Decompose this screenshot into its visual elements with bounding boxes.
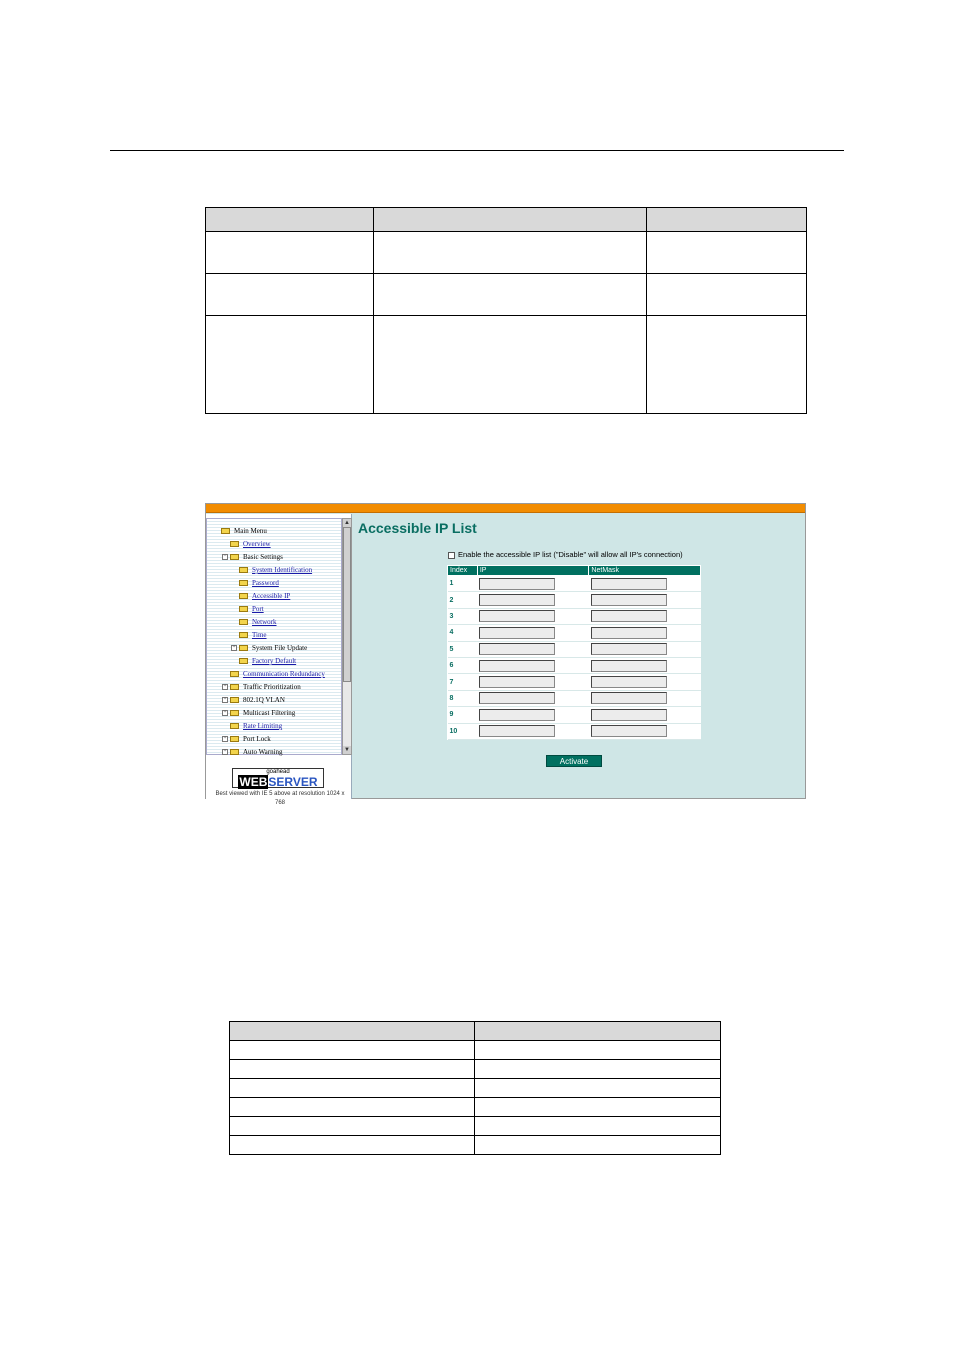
table-row — [448, 707, 701, 723]
sidebar-item-label: Port Lock — [243, 735, 271, 743]
folder-icon — [230, 541, 239, 547]
expand-toggle-icon[interactable]: + — [223, 749, 227, 755]
table-cell — [474, 1136, 721, 1155]
expand-toggle-icon[interactable]: − — [223, 554, 227, 560]
ip-input[interactable] — [479, 594, 555, 606]
ip-cell — [477, 641, 589, 657]
folder-icon — [239, 580, 248, 586]
ip-input[interactable] — [479, 676, 555, 688]
settings-table — [205, 207, 807, 414]
sidebar-item-label: System File Update — [252, 644, 308, 652]
ip-input[interactable] — [479, 610, 555, 622]
sidebar-item[interactable] — [222, 694, 285, 706]
enable-accessible-ip-checkbox[interactable] — [448, 552, 455, 559]
table-cell — [373, 232, 647, 274]
table-row — [448, 723, 701, 739]
netmask-cell — [589, 707, 701, 723]
table-cell — [373, 316, 647, 414]
ip-list-table — [447, 565, 701, 740]
summary-table — [229, 1021, 721, 1155]
netmask-cell — [589, 608, 701, 624]
netmask-cell — [589, 576, 701, 592]
folder-icon — [230, 736, 239, 742]
netmask-cell — [589, 641, 701, 657]
table-cell — [230, 1117, 475, 1136]
sidebar-item-label: Rate Limiting — [243, 722, 283, 730]
netmask-input[interactable] — [591, 709, 667, 721]
folder-icon — [230, 723, 239, 729]
sidebar-item-label: Port — [252, 605, 264, 613]
row-index: 9 — [448, 707, 478, 723]
netmask-input[interactable] — [591, 578, 667, 590]
sidebar-item[interactable] — [222, 681, 301, 693]
table-header-cell — [647, 208, 807, 232]
netmask-input[interactable] — [591, 643, 667, 655]
folder-icon — [239, 632, 248, 638]
netmask-input[interactable] — [591, 725, 667, 737]
folder-icon — [239, 645, 248, 651]
ip-input[interactable] — [479, 709, 555, 721]
sidebar-item-label: Multicast Filtering — [243, 709, 296, 717]
row-index: 3 — [448, 608, 478, 624]
activate-button[interactable]: Activate — [546, 755, 602, 767]
column-header-index: Index — [448, 566, 478, 576]
sidebar-item-label: Factory Default — [252, 657, 297, 665]
folder-icon — [230, 749, 239, 755]
table-row — [448, 641, 701, 657]
table-row — [448, 608, 701, 624]
logo-web-text: WEB — [239, 775, 268, 789]
sidebar-item-label: Accessible IP — [252, 592, 291, 600]
ip-cell — [477, 674, 589, 690]
table-cell — [647, 316, 807, 414]
sidebar-item[interactable] — [222, 733, 271, 745]
sidebar-item-label: System Identification — [252, 566, 313, 574]
folder-icon — [230, 710, 239, 716]
table-cell — [230, 1136, 475, 1155]
orange-top-bar — [206, 504, 805, 513]
table-cell — [647, 232, 807, 274]
table-cell — [474, 1079, 721, 1098]
table-cell — [206, 232, 374, 274]
sidebar-item[interactable] — [239, 577, 279, 589]
column-header-ip: IP — [477, 566, 589, 576]
enable-accessible-ip-row — [448, 550, 683, 559]
table-cell — [373, 274, 647, 316]
resolution-footnote: Best viewed with IE 5 above at resolution 1024 x 768 — [215, 791, 345, 806]
enable-accessible-ip-label: Enable the accessible IP list ("Disable" will allow all IP's connection) — [458, 550, 683, 559]
table-row — [448, 576, 701, 592]
sidebar-item[interactable] — [239, 629, 267, 641]
row-index: 1 — [448, 576, 478, 592]
expand-toggle-icon[interactable]: + — [232, 645, 236, 651]
row-index: 2 — [448, 592, 478, 608]
sidebar-item[interactable] — [222, 746, 283, 758]
ip-input[interactable] — [479, 660, 555, 672]
sidebar-item[interactable] — [222, 707, 295, 719]
netmask-input[interactable] — [591, 594, 667, 606]
netmask-input[interactable] — [591, 676, 667, 688]
table-row — [448, 592, 701, 608]
ip-cell — [477, 608, 589, 624]
table-cell — [647, 274, 807, 316]
sidebar-item-label: Password — [252, 579, 279, 587]
netmask-input[interactable] — [591, 692, 667, 704]
sidebar-item-label: Basic Settings — [243, 553, 283, 561]
ip-cell — [477, 592, 589, 608]
column-header-netmask: NetMask — [589, 566, 701, 576]
netmask-input[interactable] — [591, 627, 667, 639]
sidebar-item[interactable] — [221, 525, 267, 537]
scroll-thumb[interactable] — [343, 527, 351, 682]
ip-input[interactable] — [479, 725, 555, 737]
table-cell — [474, 1117, 721, 1136]
folder-icon — [221, 528, 230, 534]
ip-input[interactable] — [479, 627, 555, 639]
netmask-cell — [589, 657, 701, 673]
sidebar-item-label: Communication Redundancy — [243, 670, 325, 678]
table-cell — [474, 1098, 721, 1117]
sidebar-item[interactable] — [239, 564, 312, 576]
scroll-down-arrow-icon[interactable]: ▼ — [344, 747, 350, 753]
sidebar-item[interactable] — [239, 655, 296, 667]
row-index: 10 — [448, 723, 478, 739]
netmask-cell — [589, 723, 701, 739]
sidebar-scrollbar[interactable] — [342, 518, 352, 755]
ip-cell — [477, 625, 589, 641]
table-header-cell — [230, 1022, 475, 1041]
row-index: 7 — [448, 674, 478, 690]
expand-toggle-icon[interactable]: + — [223, 697, 227, 703]
sidebar-item-label: Time — [252, 631, 267, 639]
sidebar-item-label: 802.1Q VLAN — [243, 696, 285, 704]
table-row — [448, 690, 701, 706]
header-rule — [110, 150, 844, 151]
row-index: 5 — [448, 641, 478, 657]
sidebar-item[interactable] — [239, 616, 277, 628]
ip-input[interactable] — [479, 643, 555, 655]
sidebar-item[interactable] — [230, 538, 271, 550]
ip-cell — [477, 576, 589, 592]
netmask-input[interactable] — [591, 660, 667, 672]
page-title: Accessible IP List — [358, 520, 477, 536]
table-header-cell — [206, 208, 374, 232]
netmask-cell — [589, 674, 701, 690]
ip-cell — [477, 690, 589, 706]
folder-icon — [230, 554, 239, 560]
logo-server-text: SERVER — [268, 775, 318, 789]
table-row — [448, 625, 701, 641]
sidebar-item[interactable] — [222, 551, 283, 563]
table-cell — [474, 1041, 721, 1060]
table-header-cell — [474, 1022, 721, 1041]
ip-input[interactable] — [479, 692, 555, 704]
sidebar-item-label: Main Menu — [234, 527, 267, 535]
folder-icon — [230, 697, 239, 703]
row-index: 4 — [448, 625, 478, 641]
sidebar-item-label: Network — [252, 618, 277, 626]
folder-icon — [239, 658, 248, 664]
table-cell — [230, 1079, 475, 1098]
netmask-cell — [589, 592, 701, 608]
netmask-input[interactable] — [591, 610, 667, 622]
expand-toggle-icon[interactable]: + — [223, 736, 227, 742]
expand-toggle-icon[interactable]: + — [223, 710, 227, 716]
menu-tree — [206, 518, 342, 755]
table-cell — [230, 1041, 475, 1060]
folder-icon — [239, 619, 248, 625]
sidebar-item[interactable] — [230, 720, 282, 732]
logo-top-text: goahead — [266, 769, 290, 775]
accessible-ip-screenshot — [205, 503, 806, 806]
ip-input[interactable] — [479, 578, 555, 590]
sidebar-item[interactable] — [239, 603, 264, 615]
scroll-up-arrow-icon[interactable]: ▲ — [344, 520, 350, 526]
table-header-cell — [373, 208, 647, 232]
netmask-cell — [589, 625, 701, 641]
ip-cell — [477, 723, 589, 739]
expand-toggle-icon[interactable]: + — [223, 684, 227, 690]
table-cell — [206, 274, 374, 316]
folder-icon — [239, 606, 248, 612]
table-row — [448, 657, 701, 673]
sidebar-item-label: Traffic Prioritization — [243, 683, 301, 691]
sidebar-item-label: Auto Warning — [243, 748, 283, 756]
netmask-cell — [589, 690, 701, 706]
sidebar-item[interactable] — [231, 642, 307, 654]
ip-cell — [477, 707, 589, 723]
table-cell — [474, 1060, 721, 1079]
row-index: 8 — [448, 690, 478, 706]
sidebar — [206, 514, 352, 806]
sidebar-item[interactable] — [230, 668, 325, 680]
folder-icon — [230, 671, 239, 677]
row-index: 6 — [448, 657, 478, 673]
goahead-webserver-logo — [232, 768, 324, 788]
sidebar-item[interactable] — [239, 590, 290, 602]
table-cell — [230, 1060, 475, 1079]
folder-icon — [239, 567, 248, 573]
folder-icon — [230, 684, 239, 690]
table-row — [448, 674, 701, 690]
table-cell — [230, 1098, 475, 1117]
table-cell — [206, 316, 374, 414]
ip-cell — [477, 657, 589, 673]
folder-icon — [239, 593, 248, 599]
sidebar-item-label: Overview — [243, 540, 271, 548]
